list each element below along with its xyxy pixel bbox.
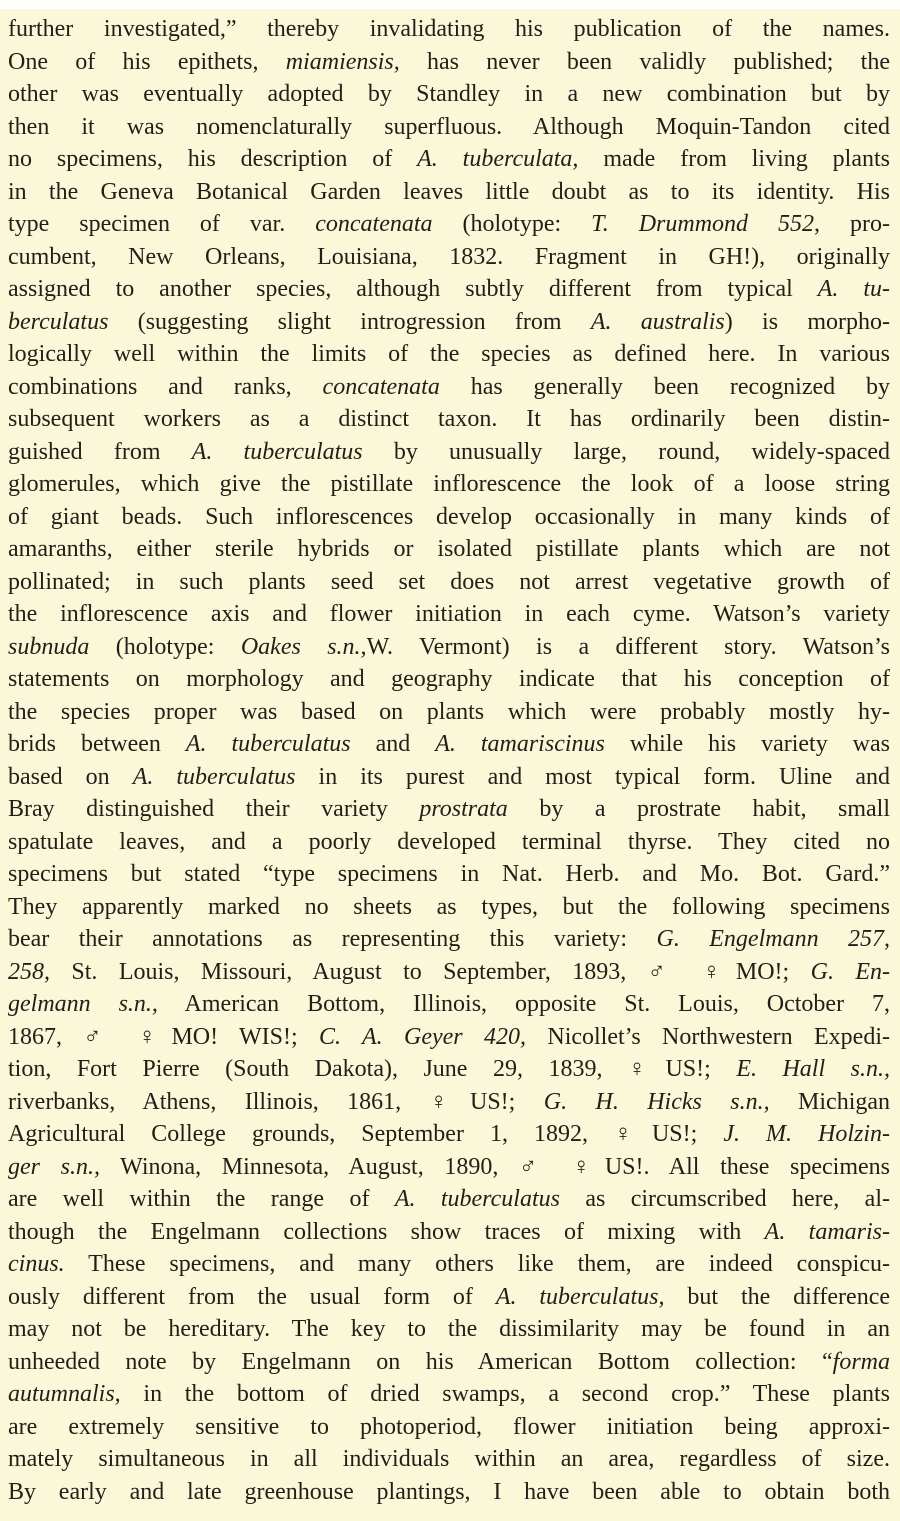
text-line — [8, 598, 890, 631]
text-run: Nicollet’s Northwestern Expedi- — [526, 1023, 890, 1050]
text-line — [8, 111, 890, 144]
text-run: assigned to another species, although subtly different from typical — [8, 276, 818, 302]
text-run: ously different from the usual form of — [8, 1283, 496, 1310]
text-line — [8, 468, 890, 501]
text-run: brids between — [8, 731, 186, 757]
text-line — [8, 793, 890, 826]
text-run: tion, Fort Pierre (South Dakota), June 29, 1839, ♀US!; — [8, 1056, 737, 1082]
text-run: the inflorescence axis and flower initiation in each cyme. Watson’s variety — [8, 601, 890, 627]
text-line — [8, 761, 890, 794]
italic-run: autumnalis, — [8, 1381, 121, 1407]
text-run: pollinated; in such plants seed set does not arrest vegetative growth of — [8, 568, 890, 595]
text-line — [8, 273, 890, 306]
italic-run: A. tuberculatus — [185, 731, 351, 757]
text-run: has generally been recognized by — [439, 373, 891, 400]
italic-run: gelmann s.n., — [8, 991, 158, 1017]
text-line — [8, 858, 890, 891]
text-line — [8, 78, 890, 111]
text-line — [8, 306, 890, 339]
text-line — [8, 631, 890, 664]
italic-run: A. tuberculatus — [191, 438, 363, 465]
italic-run: C. A. Geyer 420, — [319, 1023, 526, 1050]
text-line — [8, 13, 890, 46]
text-run: the species proper was based on plants which were probably mostly hy- — [8, 698, 890, 725]
text-line — [8, 143, 890, 176]
text-line — [8, 436, 890, 469]
italic-run: Oakes s.n., — [240, 633, 367, 660]
text-line — [8, 1118, 890, 1151]
italic-run: prostrata — [419, 796, 508, 822]
italic-run: A. tuberculata, — [417, 146, 579, 172]
text-run: while his variety was — [604, 731, 891, 757]
italic-run: A. tuberculatus, — [495, 1283, 665, 1310]
italic-run: miamiensis, — [285, 48, 400, 75]
text-run: bear their annotations as representing this variety: — [8, 926, 657, 952]
text-line — [8, 923, 890, 956]
text-line — [8, 1313, 890, 1346]
italic-run: subnuda — [8, 633, 90, 660]
text-run: These specimens, and many others like them, are indeed conspicu- — [64, 1251, 890, 1277]
text-run: 1867, ♂ ♀MO! WIS!; — [8, 1023, 320, 1050]
text-run: Agricultural College grounds, September 1, 1892, ♀US!; — [8, 1121, 724, 1147]
text-line — [8, 566, 890, 599]
text-run: specimens but stated “type specimens in Nat. Herb. and Mo. Bot. Gard.” — [8, 861, 890, 887]
text-line — [8, 1281, 890, 1314]
italic-run: A. tu- — [817, 276, 890, 302]
text-line — [8, 501, 890, 534]
text-line — [8, 696, 890, 729]
text-line — [8, 891, 890, 924]
italic-run: A. tamariscinus — [435, 731, 605, 757]
text-run: by a prostrate habit, small — [507, 796, 890, 822]
text-run: of giant beads. Such inflorescences develop occasionally in many kinds of — [8, 503, 890, 530]
text-line — [8, 1248, 890, 1281]
italic-run: berculatus — [8, 308, 109, 335]
text-run: other was eventually adopted by Standley in a new combination but by — [8, 81, 890, 107]
text-line — [8, 533, 890, 566]
text-run: by unusually large, round, widely-spaced — [362, 438, 891, 465]
text-line — [8, 1086, 890, 1119]
text-line — [8, 403, 890, 436]
text-line — [8, 46, 890, 79]
italic-run: T. Drummond 552, — [591, 211, 821, 237]
italic-run: A. australis — [590, 308, 725, 335]
text-run: as circumscribed here, al- — [559, 1186, 890, 1212]
text-line — [8, 338, 890, 371]
text-run: They apparently marked no sheets as types, but the following specimens — [8, 893, 890, 920]
text-run: (holotype: — [89, 633, 241, 660]
text-line — [8, 1411, 890, 1444]
text-line — [8, 1378, 890, 1411]
italic-run: G. Engelmann 257, — [656, 926, 890, 952]
page-top-margin — [0, 0, 900, 9]
text-run: amaranths, either sterile hybrids or isolated pistillate plants which are not — [8, 536, 890, 562]
text-line — [8, 241, 890, 274]
italic-run: A. tuberculatus — [394, 1186, 560, 1212]
text-run: are extremely sensitive to photoperiod, flower initiation being approxi- — [8, 1413, 890, 1440]
text-run: cumbent, New Orleans, Louisiana, 1832. Fragment in GH!), originally — [8, 243, 890, 270]
text-run: statements on morphology and geography indicate that his conception of — [8, 666, 890, 692]
text-line — [8, 1443, 890, 1476]
text-run: spatulate leaves, and a poorly developed terminal thyrse. They cited no — [8, 828, 890, 855]
text-run: are well within the range of — [8, 1186, 395, 1212]
text-run: has never been validly published; the — [399, 48, 890, 75]
text-line — [8, 1216, 890, 1249]
text-run: Bray distinguished their variety — [8, 796, 420, 822]
text-run: American Bottom, Illinois, opposite St. Louis, October 7, — [157, 991, 890, 1017]
scanned-page — [0, 9, 900, 1521]
italic-run: 258, — [8, 958, 50, 985]
text-line — [8, 1053, 890, 1086]
text-run: mately simultaneous in all individuals within an area, regardless of size. — [8, 1446, 890, 1472]
text-line — [8, 1151, 890, 1184]
text-run: pro- — [820, 211, 891, 237]
text-run: guished from — [8, 438, 192, 465]
text-run: but the difference — [664, 1283, 891, 1310]
text-run: in the Geneva Botanical Garden leaves little doubt as to its identity. His — [8, 178, 890, 205]
text-line — [8, 1476, 890, 1509]
italic-run: G. En- — [810, 958, 891, 985]
text-line — [8, 371, 890, 404]
italic-run: cinus. — [8, 1251, 65, 1277]
text-run: (suggesting slight introgression from — [108, 308, 591, 335]
text-run: St. Louis, Missouri, August to September, 1893, ♂ ♀MO!; — [50, 958, 811, 985]
text-line — [8, 988, 890, 1021]
text-run: (holotype: — [432, 211, 592, 237]
text-line — [8, 663, 890, 696]
text-run: By early and late greenhouse plantings, I have been able to obtain both — [8, 1478, 890, 1505]
text-run: based on — [8, 763, 133, 790]
text-run: One of his epithets, — [8, 48, 286, 75]
text-run: W. Vermont) is a different story. Watson’s — [366, 633, 890, 660]
text-run: then it was nomenclaturally superfluous. Although Moquin-Tandon cited — [8, 113, 890, 140]
text-run: Michigan — [769, 1088, 891, 1115]
text-run: though the Engelmann collections show traces of mixing with — [8, 1218, 765, 1245]
text-run: no specimens, his description of — [8, 146, 418, 172]
text-line — [8, 956, 890, 989]
text-run: logically well within the limits of the species as defined here. In various — [8, 341, 890, 367]
text-run: in its purest and most typical form. Uline and — [295, 763, 890, 790]
italic-run: G. H. Hicks s.n., — [543, 1088, 770, 1115]
text-run: unheeded note by Engelmann on his American Bottom collection: “ — [8, 1348, 833, 1375]
text-run: Winona, Minnesota, August, 1890, ♂ ♀US!. All these specimens — [99, 1153, 890, 1180]
text-block — [0, 9, 900, 1508]
text-run: glomerules, which give the pistillate inflorescence the look of a loose string — [8, 471, 890, 497]
text-run: made from living plants — [578, 146, 890, 172]
italic-run: A. tamaris- — [764, 1218, 890, 1245]
text-run: ) is morpho- — [724, 308, 890, 335]
text-run: further investigated,” thereby invalidating his publication of the names. — [8, 16, 890, 42]
italic-run: concatenata — [315, 211, 433, 237]
text-line — [8, 826, 890, 859]
italic-run: J. M. Holzin- — [723, 1121, 890, 1147]
text-line — [8, 208, 890, 241]
italic-run: A. tuberculatus — [132, 763, 296, 790]
text-run: in the bottom of dried swamps, a second crop.” These plants — [120, 1381, 890, 1407]
text-line — [8, 1346, 890, 1379]
italic-run: E. Hall s.n., — [736, 1056, 890, 1082]
text-line — [8, 1021, 890, 1054]
text-run: may not be hereditary. The key to the dissimilarity may be found in an — [8, 1316, 890, 1342]
text-line — [8, 1183, 890, 1216]
text-run: type specimen of var. — [8, 211, 316, 237]
text-run: and — [350, 731, 436, 757]
text-run: combinations and ranks, — [8, 373, 323, 400]
text-line — [8, 728, 890, 761]
italic-run: forma — [832, 1348, 890, 1375]
italic-run: ger s.n., — [8, 1153, 100, 1180]
text-run: riverbanks, Athens, Illinois, 1861, ♀US!; — [8, 1088, 544, 1115]
text-run: subsequent workers as a distinct taxon. It has ordinarily been distin- — [8, 406, 890, 432]
italic-run: concatenata — [322, 373, 440, 400]
text-line — [8, 176, 890, 209]
